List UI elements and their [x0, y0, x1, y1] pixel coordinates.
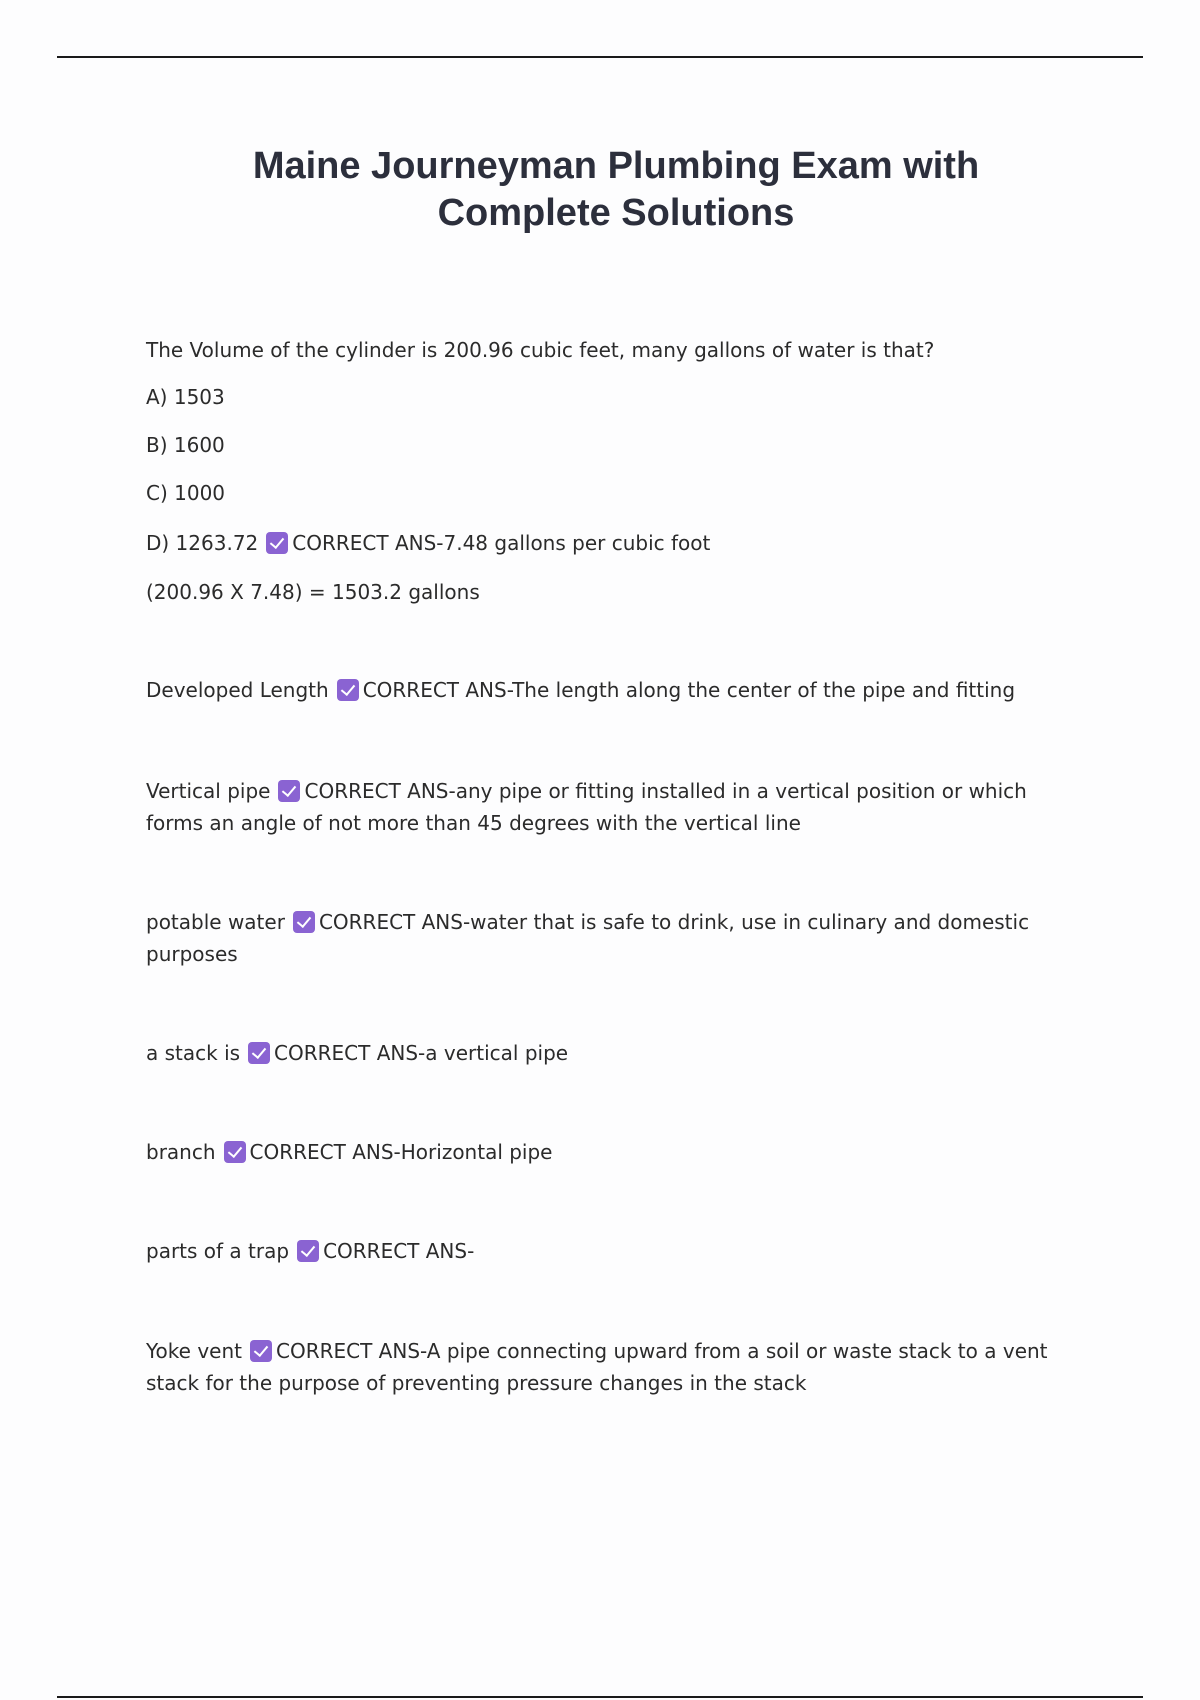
checkbox-checked-icon [278, 780, 300, 802]
option-a: A) 1503 [146, 385, 225, 409]
term-label: Developed Length [146, 678, 329, 702]
bottom-rule [57, 1696, 1143, 1698]
checkbox-checked-icon [297, 1240, 319, 1262]
answer-text: CORRECT ANS-water that is safe to drink, use in culinary and domestic purposes [146, 910, 1030, 966]
term-row [146, 674, 1086, 706]
answer-text: CORRECT ANS- [323, 1239, 475, 1263]
option-c: C) 1000 [146, 481, 226, 505]
term-row [146, 1037, 1086, 1069]
checkbox-checked-icon [337, 679, 359, 701]
answer-text: CORRECT ANS-a vertical pipe [274, 1041, 569, 1065]
answer-text: CORRECT ANS-A pipe connecting upward from a soil or waste stack to a vent stack for the purpose of preventing pressure changes in the stack [146, 1339, 1048, 1395]
checkbox-checked-icon [293, 911, 315, 933]
term-row [146, 1335, 1086, 1399]
term-label: parts of a trap [146, 1239, 290, 1263]
checkbox-checked-icon [248, 1042, 270, 1064]
term-label: Yoke vent [146, 1339, 242, 1363]
checkbox-checked-icon [250, 1340, 272, 1362]
answer-text: CORRECT ANS-7.48 gallons per cubic foot [292, 531, 711, 555]
question-prompt: The Volume of the cylinder is 200.96 cubic feet, many gallons of water is that? [146, 338, 935, 362]
answer-text: CORRECT ANS-any pipe or fitting installed in a vertical position or which forms an angle of not more than 45 degrees with the vertical line [146, 779, 1027, 835]
term-label: Vertical pipe [146, 779, 271, 803]
option-b: B) 1600 [146, 433, 225, 457]
top-rule [57, 56, 1143, 58]
title-line-1: Maine Journeyman Plumbing Exam with [252, 145, 980, 187]
term-row [146, 1136, 1086, 1168]
term-row [146, 1235, 1086, 1267]
term-label: potable water [146, 910, 285, 934]
checkbox-checked-icon [224, 1141, 246, 1163]
term-label: a stack is [146, 1041, 241, 1065]
explanation: (200.96 X 7.48) = 1503.2 gallons [146, 580, 480, 604]
term-row [146, 775, 1086, 839]
page-title [0, 143, 1200, 237]
answer-text: CORRECT ANS-The length along the center of the pipe and fitting [362, 678, 1016, 702]
option-d-row [146, 527, 710, 559]
answer-text: CORRECT ANS-Horizontal pipe [249, 1140, 553, 1164]
term-label: branch [146, 1140, 216, 1164]
checkbox-checked-icon [266, 532, 288, 554]
title-line-2: Complete Solutions [437, 192, 795, 234]
term-row [146, 906, 1086, 970]
option-d: D) 1263.72 [146, 531, 259, 555]
